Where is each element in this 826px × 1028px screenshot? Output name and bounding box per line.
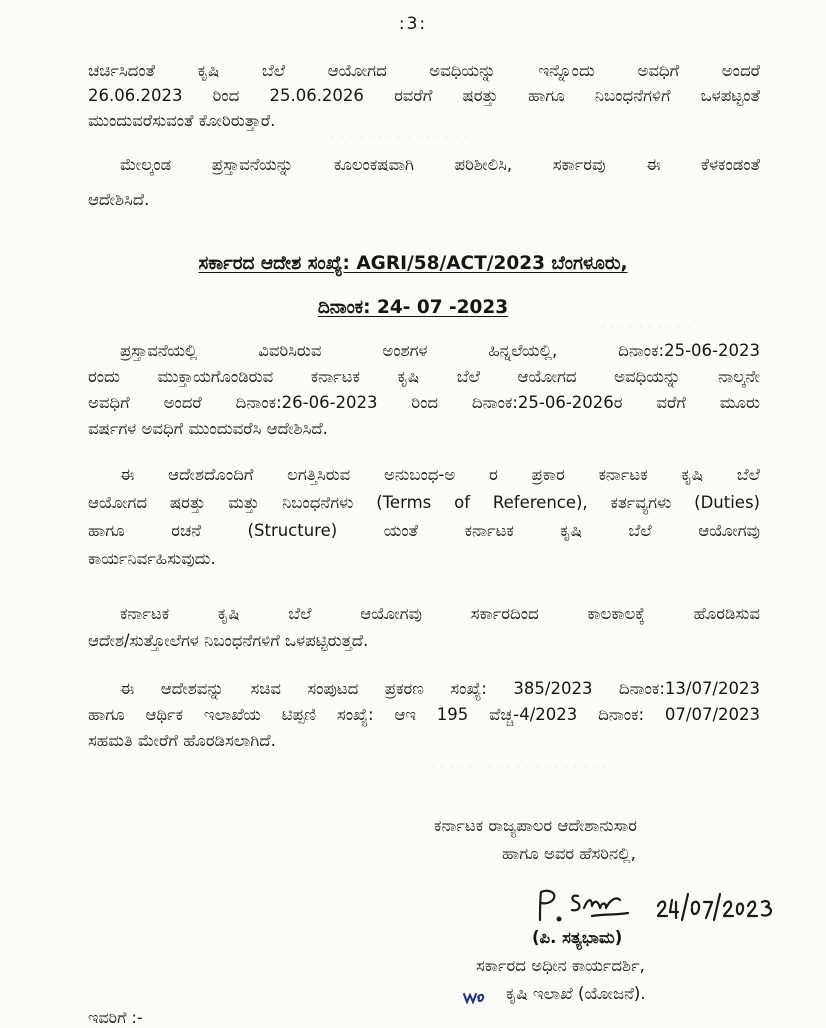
text-line: ಆದೇಶ/ಸುತ್ತೋಲೆಗಳ ನಿಬಂಧನೆಗಳಿಗೆ ಒಳಪಟ್ಟಿರುತ್ತದೆ. (88, 631, 369, 650)
paragraph-request (88, 58, 760, 133)
text-line: ಆದೇಶಿಸಿದೆ. (88, 190, 150, 209)
paragraph-compliance (88, 600, 760, 654)
text-line: ಈ ಆದೇಶವನ್ನು ಸಚಿವ ಸಂಪುಟದ ಪ್ರಕರಣ ಸಂಖ್ಯೆ: 385/2023 ದಿನಾಂಕ:13/07/2023 (120, 679, 760, 698)
closing-line: ಹಾಗೂ ಅವರ ಹೆಸರಿನಲ್ಲಿ, (502, 844, 636, 863)
initials-mark (462, 988, 490, 1006)
signatory-designation: ಸರ್ಕಾರದ ಅಧೀನ ಕಾರ್ಯದರ್ಶಿ, (476, 956, 645, 975)
bleed-through-text: · · · · · · · · · · · · · · · · · · · (430, 758, 607, 776)
text-line: 26.06.2023 ರಿಂದ 25.06.2026 ರವರೆಗೆ ಷರತ್ತು ಹಾಗೂ ನಿಬಂಧನೆಗಳಿಗೆ ಒಳಪಟ್ಟಂತೆ (88, 86, 760, 105)
order-number-heading: ಸರ್ಕಾರದ ಆದೇಶ ಸಂಖ್ಯೆ: AGRI/58/ACT/2023 ಬೆಂಗಳೂರು, (198, 253, 628, 274)
bleed-through-text: · · · · · · · · · · (600, 318, 691, 336)
text-line: ವರ್ಷಗಳ ಅವಧಿಗೆ ಮುಂದುವರೆಸಿ ಆದೇಶಿಸಿದೆ. (88, 419, 328, 438)
text-line: ಹಾಗೂ ಆರ್ಥಿಕ ಇಲಾಖೆಯ ಟಿಪ್ಪಣಿ ಸಂಖ್ಯೆ: ಆಇ 195 ವೆಚ್ಚ-4/2023 ದಿನಾಂಕ: 07/07/2023 (88, 705, 760, 724)
signatory-name: (ಪಿ. ಸತ್ಯಭಾಮ) (532, 928, 623, 947)
bleed-through-text: · · · · · · · · · · · · · · · (330, 128, 469, 146)
paragraph-annexure (88, 461, 760, 573)
signatory-department: ಕೃಷಿ ಇಲಾಖೆ (ಯೋಜನೆ). (506, 984, 646, 1003)
paragraph-examination (88, 152, 760, 212)
text-line: ಈ ಆದೇಶದೊಂದಿಗೆ ಲಗತ್ತಿಸಿರುವ ಅನುಬಂಧ-ಅ ರ ಪ್ರಕಾರ ಕರ್ನಾಟಕ ಕೃಷಿ ಬೆಲೆ (120, 465, 760, 484)
text-line: ಆಯೋಗದ ಷರತ್ತು ಮತ್ತು ನಿಬಂಧನೆಗಳು (Terms of Reference), ಕರ್ತವ್ಯಗಳು (Duties) (88, 493, 760, 512)
text-line: ಮೇಲ್ಕಂಡ ಪ್ರಸ್ತಾವನೆಯನ್ನು ಕೂಲಂಕಷವಾಗಿ ಪರಿಶೀಲಿಸಿ, ಸರ್ಕಾರವು ಈ ಕೆಳಕಂಡಂತೆ (120, 155, 760, 174)
text-line: ಮುಂದುವರೆಸುವಂತೆ ಕೋರಿರುತ್ತಾರೆ. (88, 111, 276, 130)
text-line: ಅವಧಿಗೆ ಅಂದರೆ ದಿನಾಂಕ:26-06-2023 ರಿಂದ ದಿನಾಂಕ:25-06-2026ರ ವರೆಗೆ ಮೂರು (88, 393, 760, 412)
text-line: ಹಾಗೂ ರಚನೆ (Structure) ಯಂತೆ ಕರ್ನಾಟಕ ಕೃಷಿ ಬೆಲೆ ಆಯೋಗವು (88, 521, 760, 540)
recipients-label: ಇವರಿಗೆ :- (88, 1008, 143, 1027)
text-line: ಕರ್ನಾಟಕ ಕೃಷಿ ಬೆಲೆ ಆಯೋಗವು ಸರ್ಕಾರದಿಂದ ಕಾಲಕಾಲಕ್ಕೆ ಹೊರಡಿಸುವ (120, 604, 760, 623)
text-line: ಚರ್ಚಿಸಿದಂತೆ ಕೃಷಿ ಬೆಲೆ ಆಯೋಗದ ಅವಧಿಯನ್ನು ಇನ್ನೊಂದು ಅವಧಿಗೆ ಅಂದರೆ (88, 61, 760, 80)
text-line: ಕಾರ್ಯನಿರ್ವಹಿಸುವುದು. (88, 549, 216, 568)
page-number: :3: (398, 14, 428, 34)
text-line: ರಂದು ಮುಕ್ತಾಯಗೊಂಡಿರುವ ಕರ್ನಾಟಕ ಕೃಷಿ ಬೆಲೆ ಆಯೋಗದ ಅವಧಿಯನ್ನು ನಾಲ್ಕನೇ (88, 367, 760, 386)
paragraph-order-body (88, 338, 760, 442)
text-line: ಸಹಮತಿ ಮೇರೆಗೆ ಹೊರಡಿಸಲಾಗಿದೆ. (88, 731, 276, 750)
paragraph-cabinet-approval (88, 676, 760, 754)
closing-line: ಕರ್ನಾಟಕ ರಾಜ್ಯಪಾಲರ ಆದೇಶಾನುಸಾರ (434, 816, 637, 835)
text-line: ಪ್ರಸ್ತಾವನೆಯಲ್ಲಿ ವಿವರಿಸಿರುವ ಅಂಶಗಳ ಹಿನ್ನಲೆಯಲ್ಲಿ, ದಿನಾಂಕ:25-06-2023 (120, 341, 760, 360)
order-date-heading: ದಿನಾಂಕ: 24- 07 -2023 (317, 297, 509, 318)
